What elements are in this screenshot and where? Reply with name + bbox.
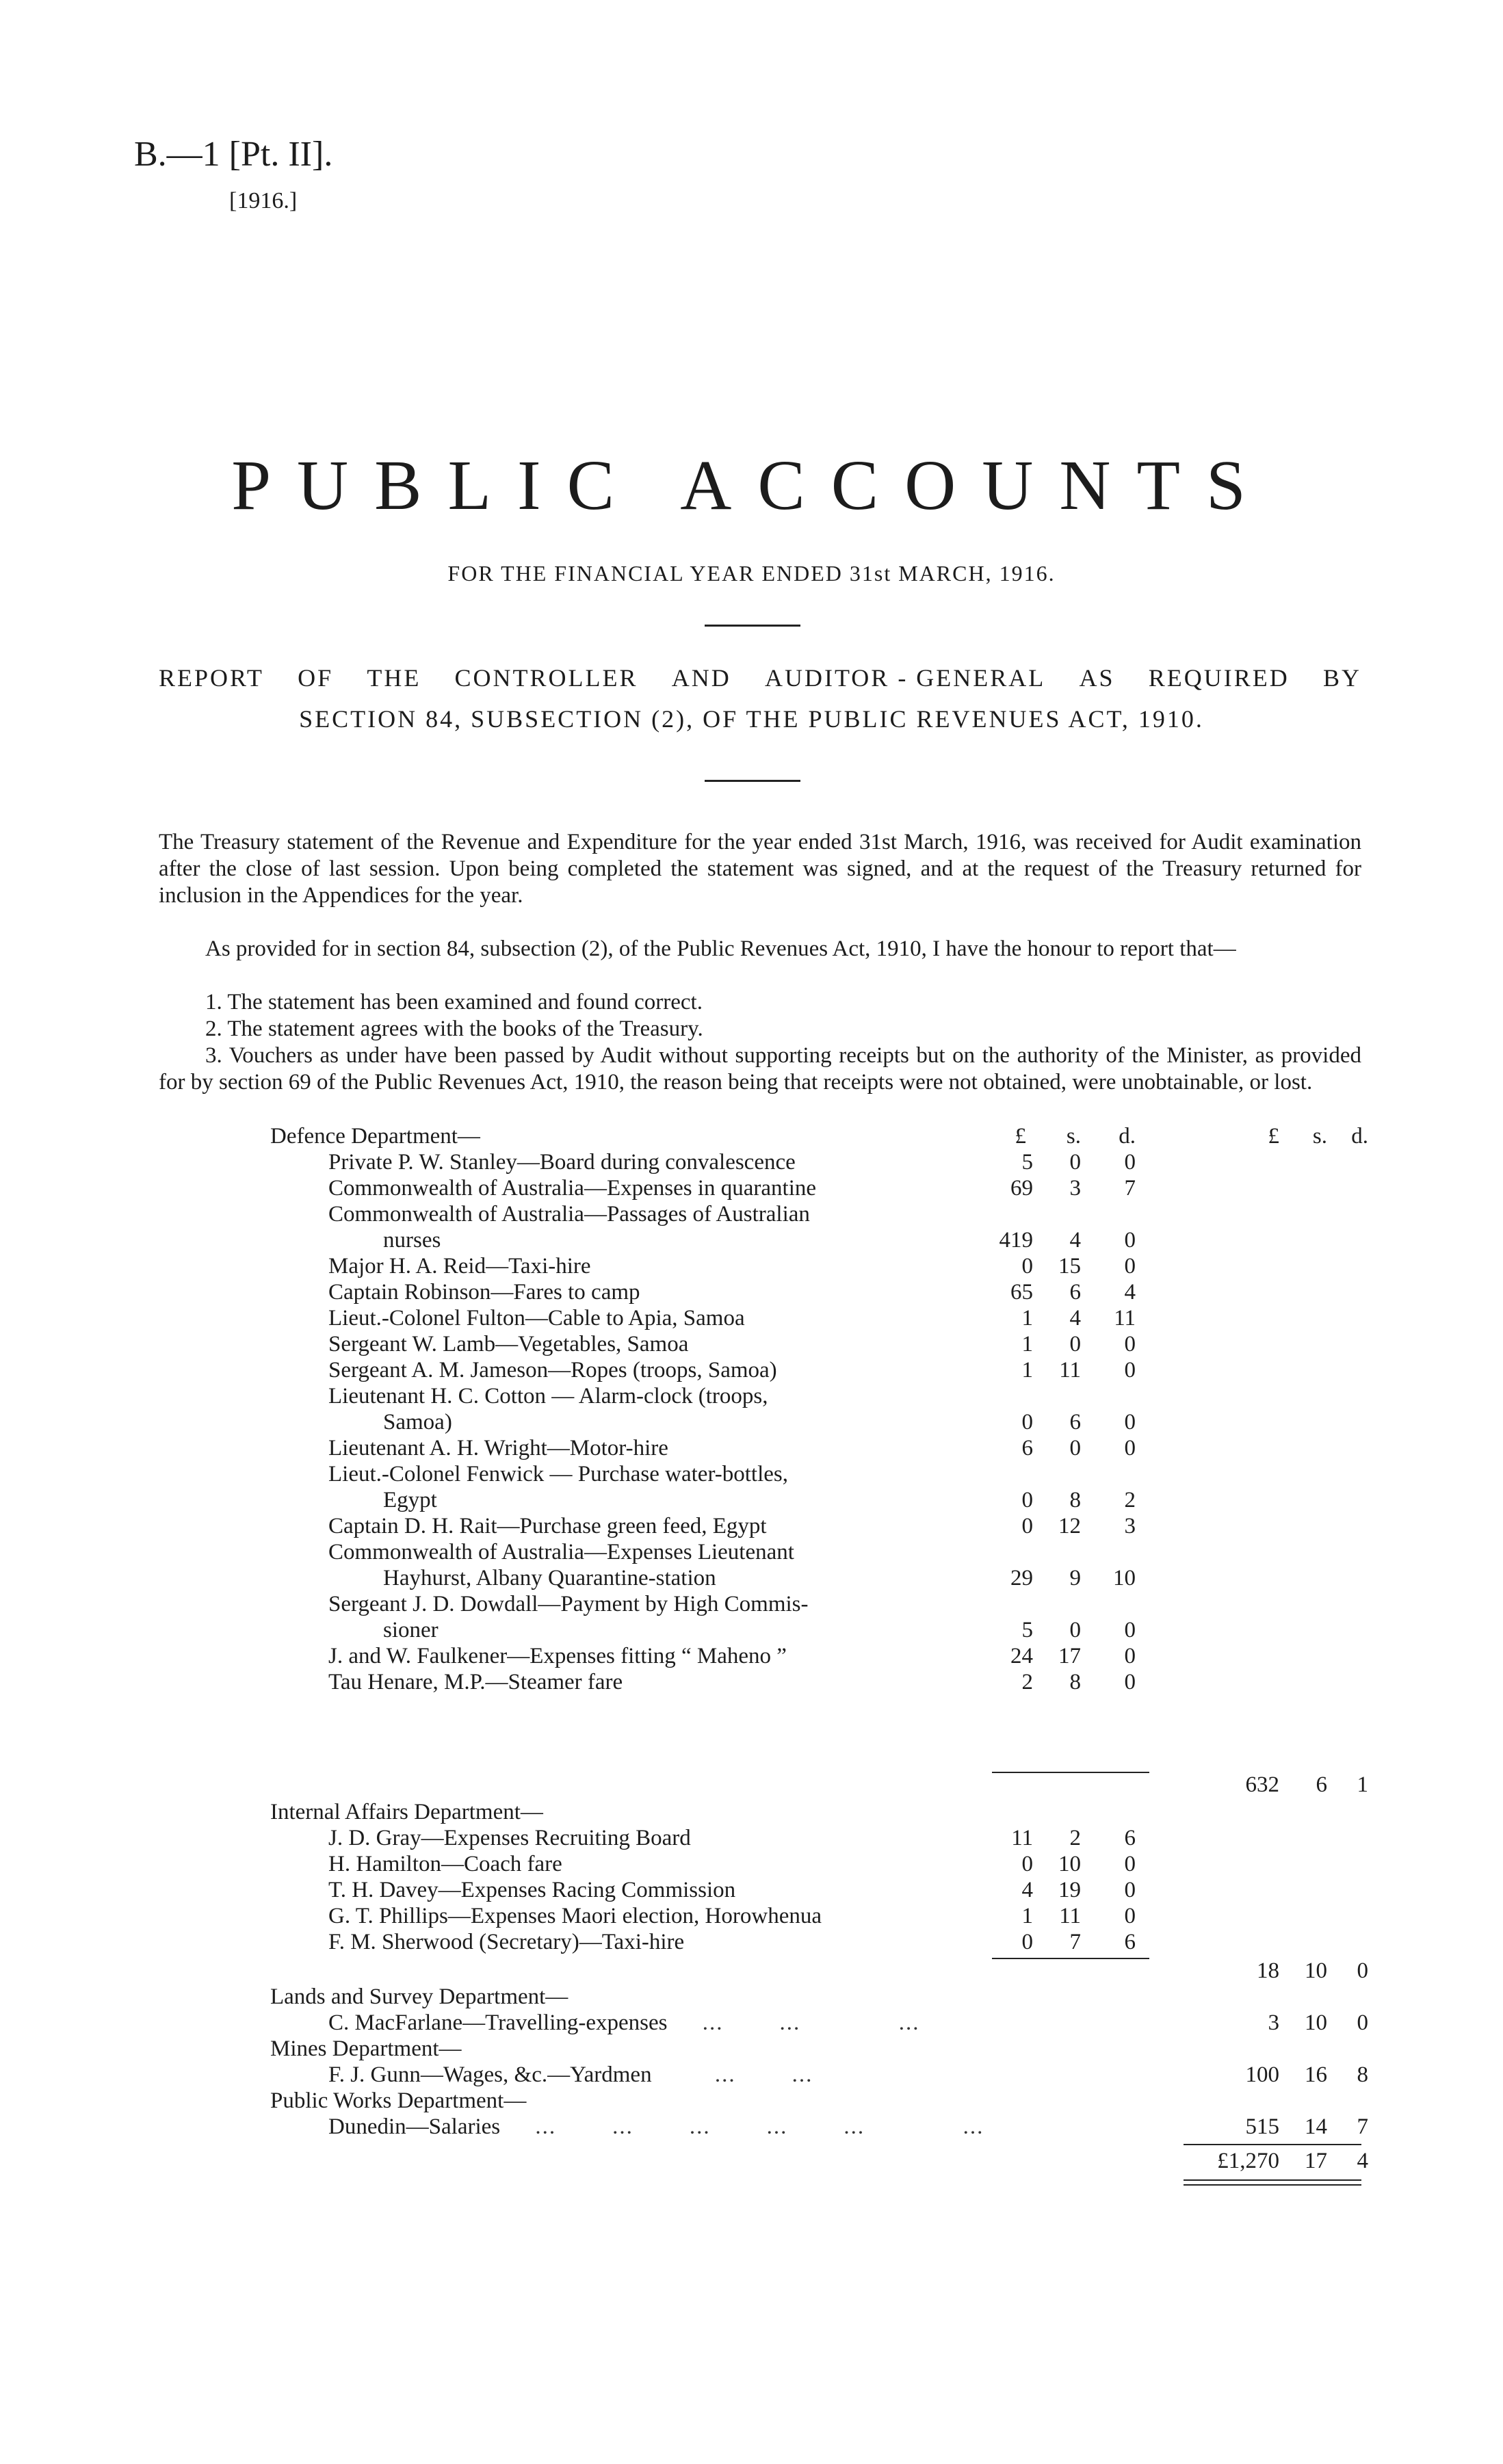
voucher-pounds: 0: [1021, 1852, 1033, 1876]
voucher-shillings: 0: [1069, 1332, 1081, 1356]
report-word: AND: [671, 664, 731, 692]
voucher-description: Captain D. H. Rait—Purchase green feed, Egypt: [328, 1514, 767, 1538]
col-header-pence-total: d.: [1351, 1124, 1368, 1149]
voucher-pence: 0: [1124, 1618, 1136, 1642]
voucher-description: Lieutenant H. C. Cotton — Alarm-clock (troops,: [328, 1384, 768, 1408]
voucher-description: Commonwealth of Australia—Expenses in quarantine: [328, 1176, 817, 1201]
section-heading-mines: Mines Department—: [270, 2036, 462, 2061]
voucher-description-continued: Hayhurst, Albany Quarantine-station: [383, 1566, 716, 1590]
voucher-pounds: 65: [1010, 1280, 1033, 1305]
voucher-pounds: 0: [1021, 1930, 1033, 1954]
paragraph-text: 3. Vouchers as under have been passed by Audit without supporting receipts but on the authority of the Minister, as provided for by section 69 of the Public Revenues Act, 1910, the reason being that receipts were not obtained, were unobtainable, or lost.: [159, 1043, 1361, 1095]
voucher-description: Sergeant W. Lamb—Vegetables, Samoa: [328, 1332, 689, 1356]
page-title: PUBLIC ACCOUNTS: [231, 446, 1272, 525]
voucher-pounds: 0: [1021, 1410, 1033, 1434]
leader-dots: ... ...: [651, 2062, 813, 2087]
voucher-description: Tau Henare, M.P.—Steamer fare: [328, 1670, 623, 1694]
voucher-description: Commonwealth of Australia—Passages of Australian: [328, 1202, 810, 1227]
voucher-pounds: 69: [1010, 1176, 1033, 1201]
voucher-line: [328, 2010, 920, 2036]
voucher-description: Lieutenant A. H. Wright—Motor-hire: [328, 1436, 668, 1460]
voucher-description: F. J. Gunn—Wages, &c.—Yardmen: [328, 2062, 652, 2087]
voucher-line: [328, 2114, 984, 2140]
voucher-description: Major H. A. Reid—Taxi-hire: [328, 1254, 591, 1279]
section-heading-defence: Defence Department—: [270, 1124, 480, 1149]
grand-total-pence: 4: [1357, 2149, 1368, 2173]
voucher-shillings: 6: [1069, 1410, 1081, 1434]
internal-total-pounds: 18: [1257, 1958, 1279, 1983]
voucher-description-continued: Egypt: [383, 1488, 437, 1512]
paragraph-text: The Treasury statement of the Revenue and Expenditure for the year ended 31st March, 1916, was received for Audit examination after the close of last session. Upon being completed the statement was signed, and at the request of the Treasury returned for inclusion in the Appendices for the year.: [159, 830, 1361, 908]
paragraph-intro: [159, 829, 1361, 909]
col-header-shillings-total: s.: [1312, 1124, 1327, 1149]
voucher-description-continued: nurses: [383, 1228, 441, 1253]
voucher-shillings: 0: [1069, 1436, 1081, 1460]
voucher-description-continued: sioner: [383, 1618, 439, 1642]
voucher-shillings: 11: [1059, 1358, 1081, 1382]
grand-total-shillings: 17: [1305, 2149, 1327, 2173]
voucher-description: Commonwealth of Australia—Expenses Lieutenant: [328, 1540, 794, 1564]
report-word: BY: [1322, 664, 1361, 692]
report-word: AS: [1079, 664, 1115, 692]
voucher-pounds: 0: [1021, 1254, 1033, 1279]
divider: [705, 780, 800, 782]
voucher-pence: 0: [1124, 1332, 1136, 1356]
lands-shillings: 10: [1305, 2010, 1327, 2035]
voucher-pence: 0: [1124, 1878, 1136, 1902]
voucher-pence: 3: [1124, 1514, 1136, 1538]
voucher-pounds: 6: [1021, 1436, 1033, 1460]
voucher-shillings: 11: [1059, 1904, 1081, 1928]
voucher-pence: 7: [1124, 1176, 1136, 1201]
list-item: 2. The statement agrees with the books of the Treasury.: [205, 1017, 703, 1041]
voucher-shillings: 8: [1069, 1670, 1081, 1694]
voucher-shillings: 7: [1069, 1930, 1081, 1954]
voucher-pence: 0: [1124, 1904, 1136, 1928]
voucher-pounds: 1: [1021, 1332, 1033, 1356]
voucher-shillings: 17: [1058, 1644, 1081, 1668]
col-header-pounds: £: [1015, 1124, 1026, 1149]
voucher-description: F. M. Sherwood (Secretary)—Taxi-hire: [328, 1930, 685, 1954]
document-reference: B.—1 [Pt. II].: [134, 135, 333, 174]
voucher-pence: 0: [1124, 1410, 1136, 1434]
col-header-shillings: s.: [1066, 1124, 1081, 1149]
defence-total-shillings: 6: [1316, 1772, 1327, 1797]
page-subtitle: FOR THE FINANCIAL YEAR ENDED 31st MARCH, 1916.: [447, 561, 1056, 586]
voucher-pence: 6: [1124, 1826, 1136, 1850]
works-pounds: 515: [1245, 2114, 1279, 2139]
voucher-shillings: 3: [1069, 1176, 1081, 1201]
mines-shillings: 16: [1305, 2062, 1327, 2087]
voucher-line: [328, 2062, 813, 2088]
report-word: REQUIRED: [1148, 664, 1290, 692]
lands-pence: 0: [1357, 2010, 1368, 2035]
voucher-description: J. D. Gray—Expenses Recruiting Board: [328, 1826, 691, 1850]
voucher-pence: 0: [1124, 1254, 1136, 1279]
voucher-shillings: 4: [1069, 1228, 1081, 1253]
voucher-description: G. T. Phillips—Expenses Maori election, Horowhenua: [328, 1904, 822, 1928]
report-heading-line-1: [159, 664, 1361, 692]
voucher-pounds: 1: [1021, 1306, 1033, 1331]
voucher-pounds: 0: [1021, 1488, 1033, 1512]
voucher-pounds: 4: [1021, 1878, 1033, 1902]
voucher-pounds: 11: [1011, 1826, 1033, 1850]
leader-dots: ... ... ... ... ... ...: [500, 2114, 984, 2139]
subtotal-rule: [992, 1958, 1149, 1959]
section-heading-internal-affairs: Internal Affairs Department—: [270, 1800, 543, 1824]
grand-total-rule-top: [1184, 2144, 1361, 2145]
mines-pence: 8: [1357, 2062, 1368, 2087]
voucher-description-continued: Samoa): [383, 1410, 452, 1434]
voucher-pounds: 24: [1010, 1644, 1033, 1668]
voucher-pounds: 419: [999, 1228, 1033, 1253]
grand-total-rule-bottom-2: [1184, 2184, 1361, 2186]
defence-total-pounds: 632: [1245, 1772, 1279, 1797]
voucher-shillings: 0: [1069, 1618, 1081, 1642]
paragraph-vouchers: [159, 1043, 1361, 1096]
voucher-description: T. H. Davey—Expenses Racing Commission: [328, 1878, 736, 1902]
voucher-shillings: 9: [1069, 1566, 1081, 1590]
report-word: THE: [367, 664, 421, 692]
voucher-pounds: 5: [1021, 1618, 1033, 1642]
report-word: OF: [298, 664, 334, 692]
voucher-description: Captain Robinson—Fares to camp: [328, 1280, 640, 1305]
voucher-description: Lieut.-Colonel Fulton—Cable to Apia, Samoa: [328, 1306, 745, 1331]
report-word: REPORT: [159, 664, 264, 692]
voucher-shillings: 15: [1058, 1254, 1081, 1279]
divider: [705, 625, 800, 627]
voucher-description: H. Hamilton—Coach fare: [328, 1852, 562, 1876]
col-header-pence: d.: [1119, 1124, 1136, 1149]
list-item: 1. The statement has been examined and found correct.: [205, 990, 703, 1014]
voucher-pence: 0: [1124, 1852, 1136, 1876]
section-heading-public-works: Public Works Department—: [270, 2088, 527, 2113]
voucher-pounds: 0: [1021, 1514, 1033, 1538]
section-heading-lands: Lands and Survey Department—: [270, 1984, 568, 2009]
voucher-shillings: 2: [1069, 1826, 1081, 1850]
voucher-pounds: 1: [1021, 1904, 1033, 1928]
voucher-description: Dunedin—Salaries: [328, 2114, 501, 2139]
voucher-shillings: 10: [1058, 1852, 1081, 1876]
document-year: [1916.]: [229, 188, 298, 213]
voucher-pence: 4: [1124, 1280, 1136, 1305]
subtotal-rule: [992, 1772, 1149, 1773]
voucher-pence: 6: [1124, 1930, 1136, 1954]
voucher-shillings: 8: [1069, 1488, 1081, 1512]
col-header-pounds-total: £: [1268, 1124, 1279, 1149]
voucher-description: Private P. W. Stanley—Board during convalescence: [328, 1150, 796, 1175]
report-word: CONTROLLER: [454, 664, 638, 692]
voucher-pounds: 2: [1021, 1670, 1033, 1694]
voucher-description: Sergeant A. M. Jameson—Ropes (troops, Samoa): [328, 1358, 777, 1382]
works-shillings: 14: [1305, 2114, 1327, 2139]
works-pence: 7: [1357, 2114, 1368, 2139]
paragraph-report: [159, 936, 1361, 962]
voucher-shillings: 6: [1069, 1280, 1081, 1305]
leader-dots: ... ... ...: [667, 2010, 920, 2035]
voucher-pence: 0: [1124, 1358, 1136, 1382]
paragraph-text: As provided for in section 84, subsection (2), of the Public Revenues Act, 1910, I have the honour to report that—: [205, 936, 1236, 961]
voucher-description: J. and W. Faulkener—Expenses fitting “ Maheno ”: [328, 1644, 787, 1668]
voucher-pence: 10: [1113, 1566, 1136, 1590]
report-word: AUDITOR - GENERAL: [764, 664, 1046, 692]
voucher-pounds: 29: [1010, 1566, 1033, 1590]
voucher-pence: 11: [1114, 1306, 1136, 1331]
voucher-shillings: 19: [1058, 1878, 1081, 1902]
voucher-pence: 0: [1124, 1670, 1136, 1694]
defence-total-pence: 1: [1357, 1772, 1368, 1797]
voucher-shillings: 4: [1069, 1306, 1081, 1331]
voucher-shillings: 0: [1069, 1150, 1081, 1175]
internal-total-pence: 0: [1357, 1958, 1368, 1983]
grand-total-pounds: £1,270: [1217, 2149, 1279, 2173]
voucher-pence: 0: [1124, 1228, 1136, 1253]
grand-total-rule-bottom-1: [1184, 2179, 1361, 2181]
voucher-description: Lieut.-Colonel Fenwick — Purchase water-bottles,: [328, 1462, 789, 1486]
voucher-shillings: 12: [1058, 1514, 1081, 1538]
voucher-pence: 0: [1124, 1150, 1136, 1175]
voucher-pounds: 5: [1021, 1150, 1033, 1175]
voucher-pence: 0: [1124, 1644, 1136, 1668]
voucher-pounds: 1: [1021, 1358, 1033, 1382]
mines-pounds: 100: [1245, 2062, 1279, 2087]
report-heading-line-2: SECTION 84, SUBSECTION (2), OF THE PUBLIC REVENUES ACT, 1910.: [299, 705, 1204, 733]
internal-total-shillings: 10: [1305, 1958, 1327, 1983]
voucher-pence: 0: [1124, 1436, 1136, 1460]
voucher-description: C. MacFarlane—Travelling-expenses: [328, 2010, 668, 2035]
voucher-description: Sergeant J. D. Dowdall—Payment by High Commis-: [328, 1592, 809, 1616]
lands-pounds: 3: [1268, 2010, 1279, 2035]
voucher-pence: 2: [1124, 1488, 1136, 1512]
